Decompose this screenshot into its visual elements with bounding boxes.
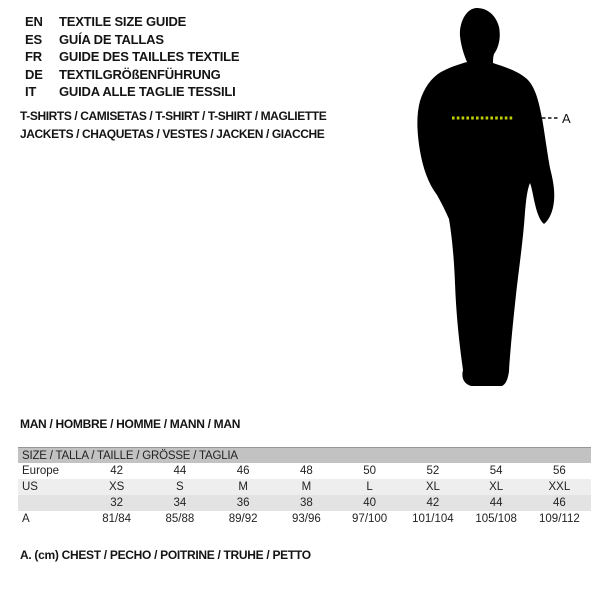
table-row-chest xyxy=(18,511,591,527)
cell: 105/108 xyxy=(475,513,517,525)
language-list xyxy=(25,13,239,101)
language-row xyxy=(25,31,239,49)
size-table xyxy=(18,447,591,527)
cell: 34 xyxy=(173,497,187,509)
table-row-numeric xyxy=(18,495,591,511)
cell: 54 xyxy=(489,465,503,477)
cell: XL xyxy=(489,481,504,493)
cell: M xyxy=(301,481,312,493)
language-code: IT xyxy=(25,84,37,99)
language-code: EN xyxy=(25,14,43,29)
cell: 97/100 xyxy=(352,513,388,525)
cell: 36 xyxy=(236,497,250,509)
cell: 44 xyxy=(173,465,187,477)
garment-categories xyxy=(20,107,326,143)
row-label: Europe xyxy=(22,465,60,477)
row-label xyxy=(18,495,85,511)
cell: S xyxy=(176,481,184,493)
cell: 32 xyxy=(110,497,124,509)
cell: 46 xyxy=(236,465,250,477)
measure-label-a: A xyxy=(562,111,571,126)
row-label: A xyxy=(22,513,30,525)
cell: 48 xyxy=(299,465,313,477)
language-label: GUIDE DES TAILLES TEXTILE xyxy=(59,49,240,64)
cell: 85/88 xyxy=(165,513,195,525)
language-label: TEXTILGRÖßENFÜHRUNG xyxy=(59,66,221,82)
table-row-us xyxy=(18,479,591,495)
cell: 56 xyxy=(552,465,566,477)
row-label: US xyxy=(22,481,38,493)
cell: 42 xyxy=(110,465,124,477)
language-label: GUIDA ALLE TAGLIE TESSILI xyxy=(59,84,236,99)
cell: L xyxy=(366,481,373,493)
table-header: SIZE / TALLA / TAILLE / GRÖSSE / TAGLIA xyxy=(18,447,591,463)
cell: 93/96 xyxy=(291,513,321,525)
cell: 109/112 xyxy=(539,513,580,525)
table-row-europe xyxy=(18,463,591,479)
man-silhouette xyxy=(405,0,580,395)
cell: M xyxy=(238,481,248,493)
cell: 40 xyxy=(363,497,377,509)
language-code: ES xyxy=(25,31,42,47)
cell: 38 xyxy=(299,497,313,509)
language-row xyxy=(25,66,239,84)
language-code: FR xyxy=(25,49,42,64)
language-code: DE xyxy=(25,66,43,82)
cell: 81/84 xyxy=(102,513,132,525)
cell: 44 xyxy=(489,497,503,509)
category-line-tshirts: T-SHIRTS / CAMISETAS / T-SHIRT / T-SHIRT / MAGLIETTE xyxy=(20,109,327,123)
cell: 89/92 xyxy=(228,513,258,525)
language-row xyxy=(25,48,239,66)
language-label: GUÍA DE TALLAS xyxy=(59,31,164,47)
cell: 52 xyxy=(426,465,440,477)
language-label: TEXTILE SIZE GUIDE xyxy=(59,14,187,29)
man-silhouette-figure xyxy=(405,0,580,395)
cell: XS xyxy=(108,481,125,493)
language-row xyxy=(25,83,239,101)
cell: XL xyxy=(425,481,440,493)
cell: 42 xyxy=(426,497,440,509)
section-title: MAN / HOMBRE / HOMME / MANN / MAN xyxy=(20,417,241,431)
language-row xyxy=(25,13,239,31)
cell: 101/104 xyxy=(412,513,454,525)
cell: XXL xyxy=(548,481,571,493)
cell: 50 xyxy=(363,465,377,477)
silhouette-path xyxy=(417,8,554,386)
measurement-footnote: A. (cm) CHEST / PECHO / POITRINE / TRUHE / PETTO xyxy=(20,548,311,562)
category-line-jackets: JACKETS / CHAQUETAS / VESTES / JACKEN / GIACCHE xyxy=(20,127,325,141)
cell: 46 xyxy=(552,497,566,509)
